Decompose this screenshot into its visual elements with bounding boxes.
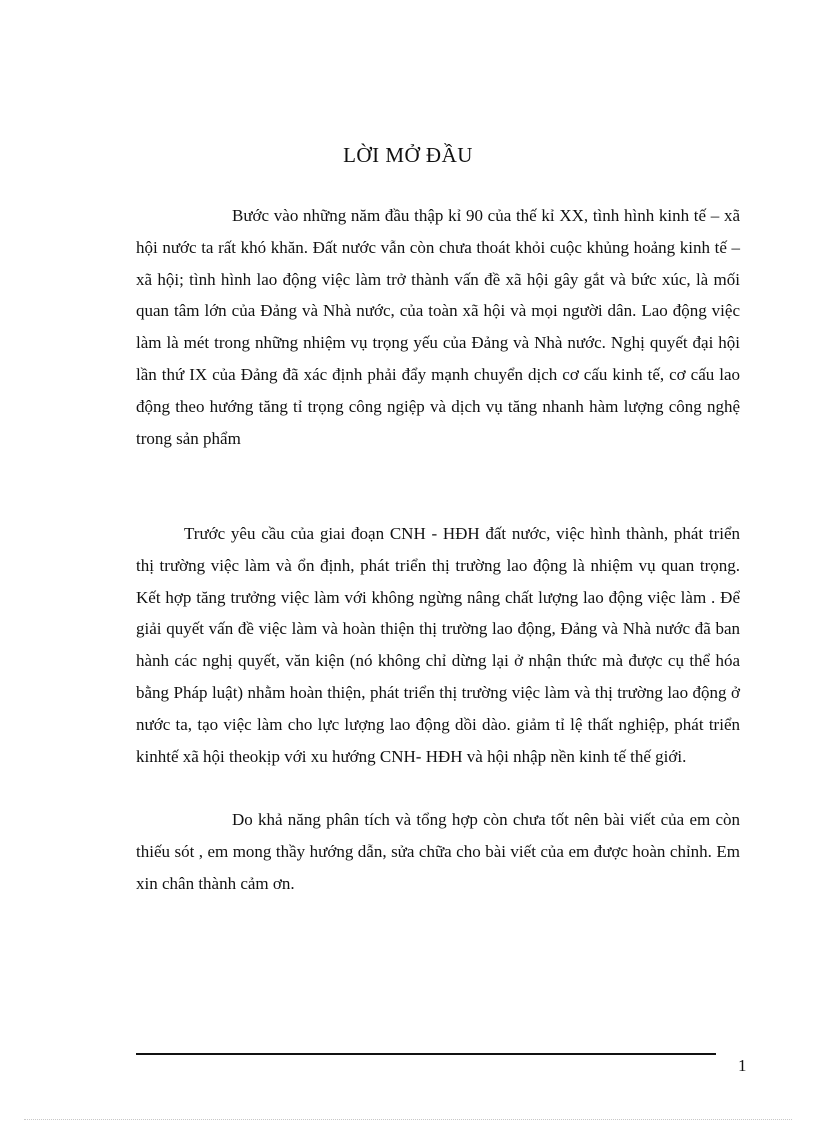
paragraph-labor-market: Trước yêu cầu của giai đoạn CNH - HĐH đất nước, việc hình thành, phát triển thị trường việc làm và ổn định, phát triển thị trường lao động là nhiệm vụ quan trọng. Kết hợp tăng trưởng việc làm với không ngừng nâng chất lượng lao động việc làm . Để giải quyết vấn đề việc làm và hoàn thiện thị trường lao động, Đảng và Nhà nước đã ban hành các nghị quyết, văn kiện (nó không chỉ dừng lại ở nhận thức mà được cụ thể hóa bằng Pháp luật) nhằm hoàn thiện, phát triển thị trường việc làm và thị trường lao động ở nước ta, tạo việc làm cho lực lượng lao động dồi dào. giảm tỉ lệ thất nghiệp, phát triển kinhtế xã hội theokịp với xu hướng CNH- HĐH và hội nhập nền kinh tế thế giới.: [136, 524, 740, 766]
paragraph-introduction: Bước vào những năm đầu thập kỉ 90 của thế kỉ XX, tình hình kinh tế – xã hội nước ta rất khó khăn. Đất nước vẫn còn chưa thoát khỏi cuộc khủng hoảng kinh tế – xã hội; tình hình lao động việc làm trở thành vấn đề xã hội gây gắt và bức xúc, là mối quan tâm lớn của Đảng và Nhà nước, của toàn xã hội và mọi người dân. Lao động việc làm là mét trong những nhiệm vụ trọng yếu của Đảng và Nhà nước. Nghị quyết đại hội lần thứ IX của Đảng đã xác định phải đẩy mạnh chuyển dịch cơ cấu kinh tế, cơ cấu lao động theo hướng tăng tỉ trọng công ngiệp và dịch vụ tăng nhanh hàm lượng công nghệ trong sản phẩm: [136, 206, 740, 448]
footer-divider: [136, 1053, 716, 1055]
page-title: LỜI MỞ ĐẦU: [343, 143, 473, 167]
page-number: 1: [738, 1056, 747, 1075]
page-bottom-edge: [24, 1119, 792, 1120]
paragraph-acknowledgement: Do khả năng phân tích và tổng hợp còn chưa tốt nên bài viết của em còn thiếu sót , em mong thầy hướng dẫn, sửa chữa cho bài viết của em được hoàn chỉnh. Em xin chân thành cảm ơn.: [136, 810, 740, 893]
